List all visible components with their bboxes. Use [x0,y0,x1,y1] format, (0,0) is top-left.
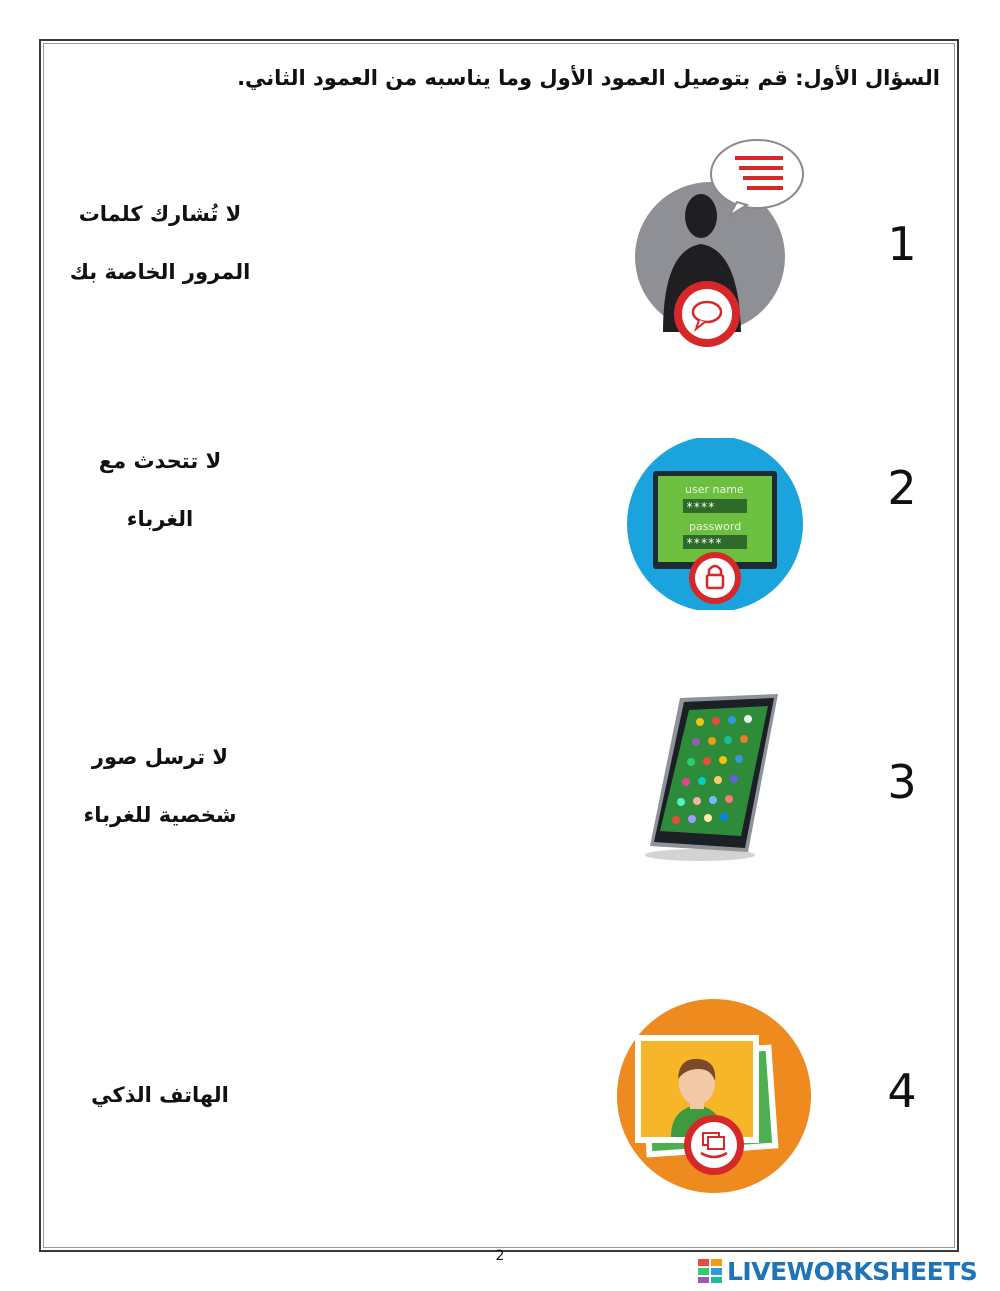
item-number-4: 4 [887,1064,917,1118]
brand-blocks-icon [697,1258,723,1284]
phrase-3-line1: لا ترسل صور [91,745,229,769]
phrase-3[interactable] [50,728,270,844]
phrase-1-line2: المرور الخاصة بك [69,260,251,284]
user-name-label: user name [685,483,744,496]
phrase-3-line2: شخصية للغرباء [83,803,237,827]
phrase-2[interactable] [50,432,270,548]
phrase-2-line1: لا تتحدث مع [98,449,222,473]
phrase-1-line1: لا تُشارك كلمات [78,202,242,226]
personal-photo-icon[interactable] [615,997,813,1195]
login-password-icon[interactable] [623,438,807,610]
phrase-4-line1: الهاتف الذكي [91,1083,229,1107]
liveworksheets-logo[interactable] [697,1254,977,1288]
item-number-2: 2 [887,461,917,515]
password-label: password [689,520,742,533]
smartphone-icon[interactable] [640,690,790,865]
phrase-4[interactable] [50,1066,270,1124]
brand-name: LIVEWORKSHEETS [727,1256,978,1286]
page-number: 2 [495,1248,505,1264]
item-number-1: 1 [887,217,917,271]
phrase-2-line2: الغرباء [126,507,194,531]
item-number-3: 3 [887,755,917,809]
password-stars: ***** [686,536,723,550]
user-name-stars: **** [686,500,715,514]
person-chat-icon[interactable] [625,132,815,357]
question-title: السؤال الأول: قم بتوصيل العمود الأول وما يناسبه من العمود الثاني. [237,66,940,90]
phrase-1[interactable] [50,185,270,301]
